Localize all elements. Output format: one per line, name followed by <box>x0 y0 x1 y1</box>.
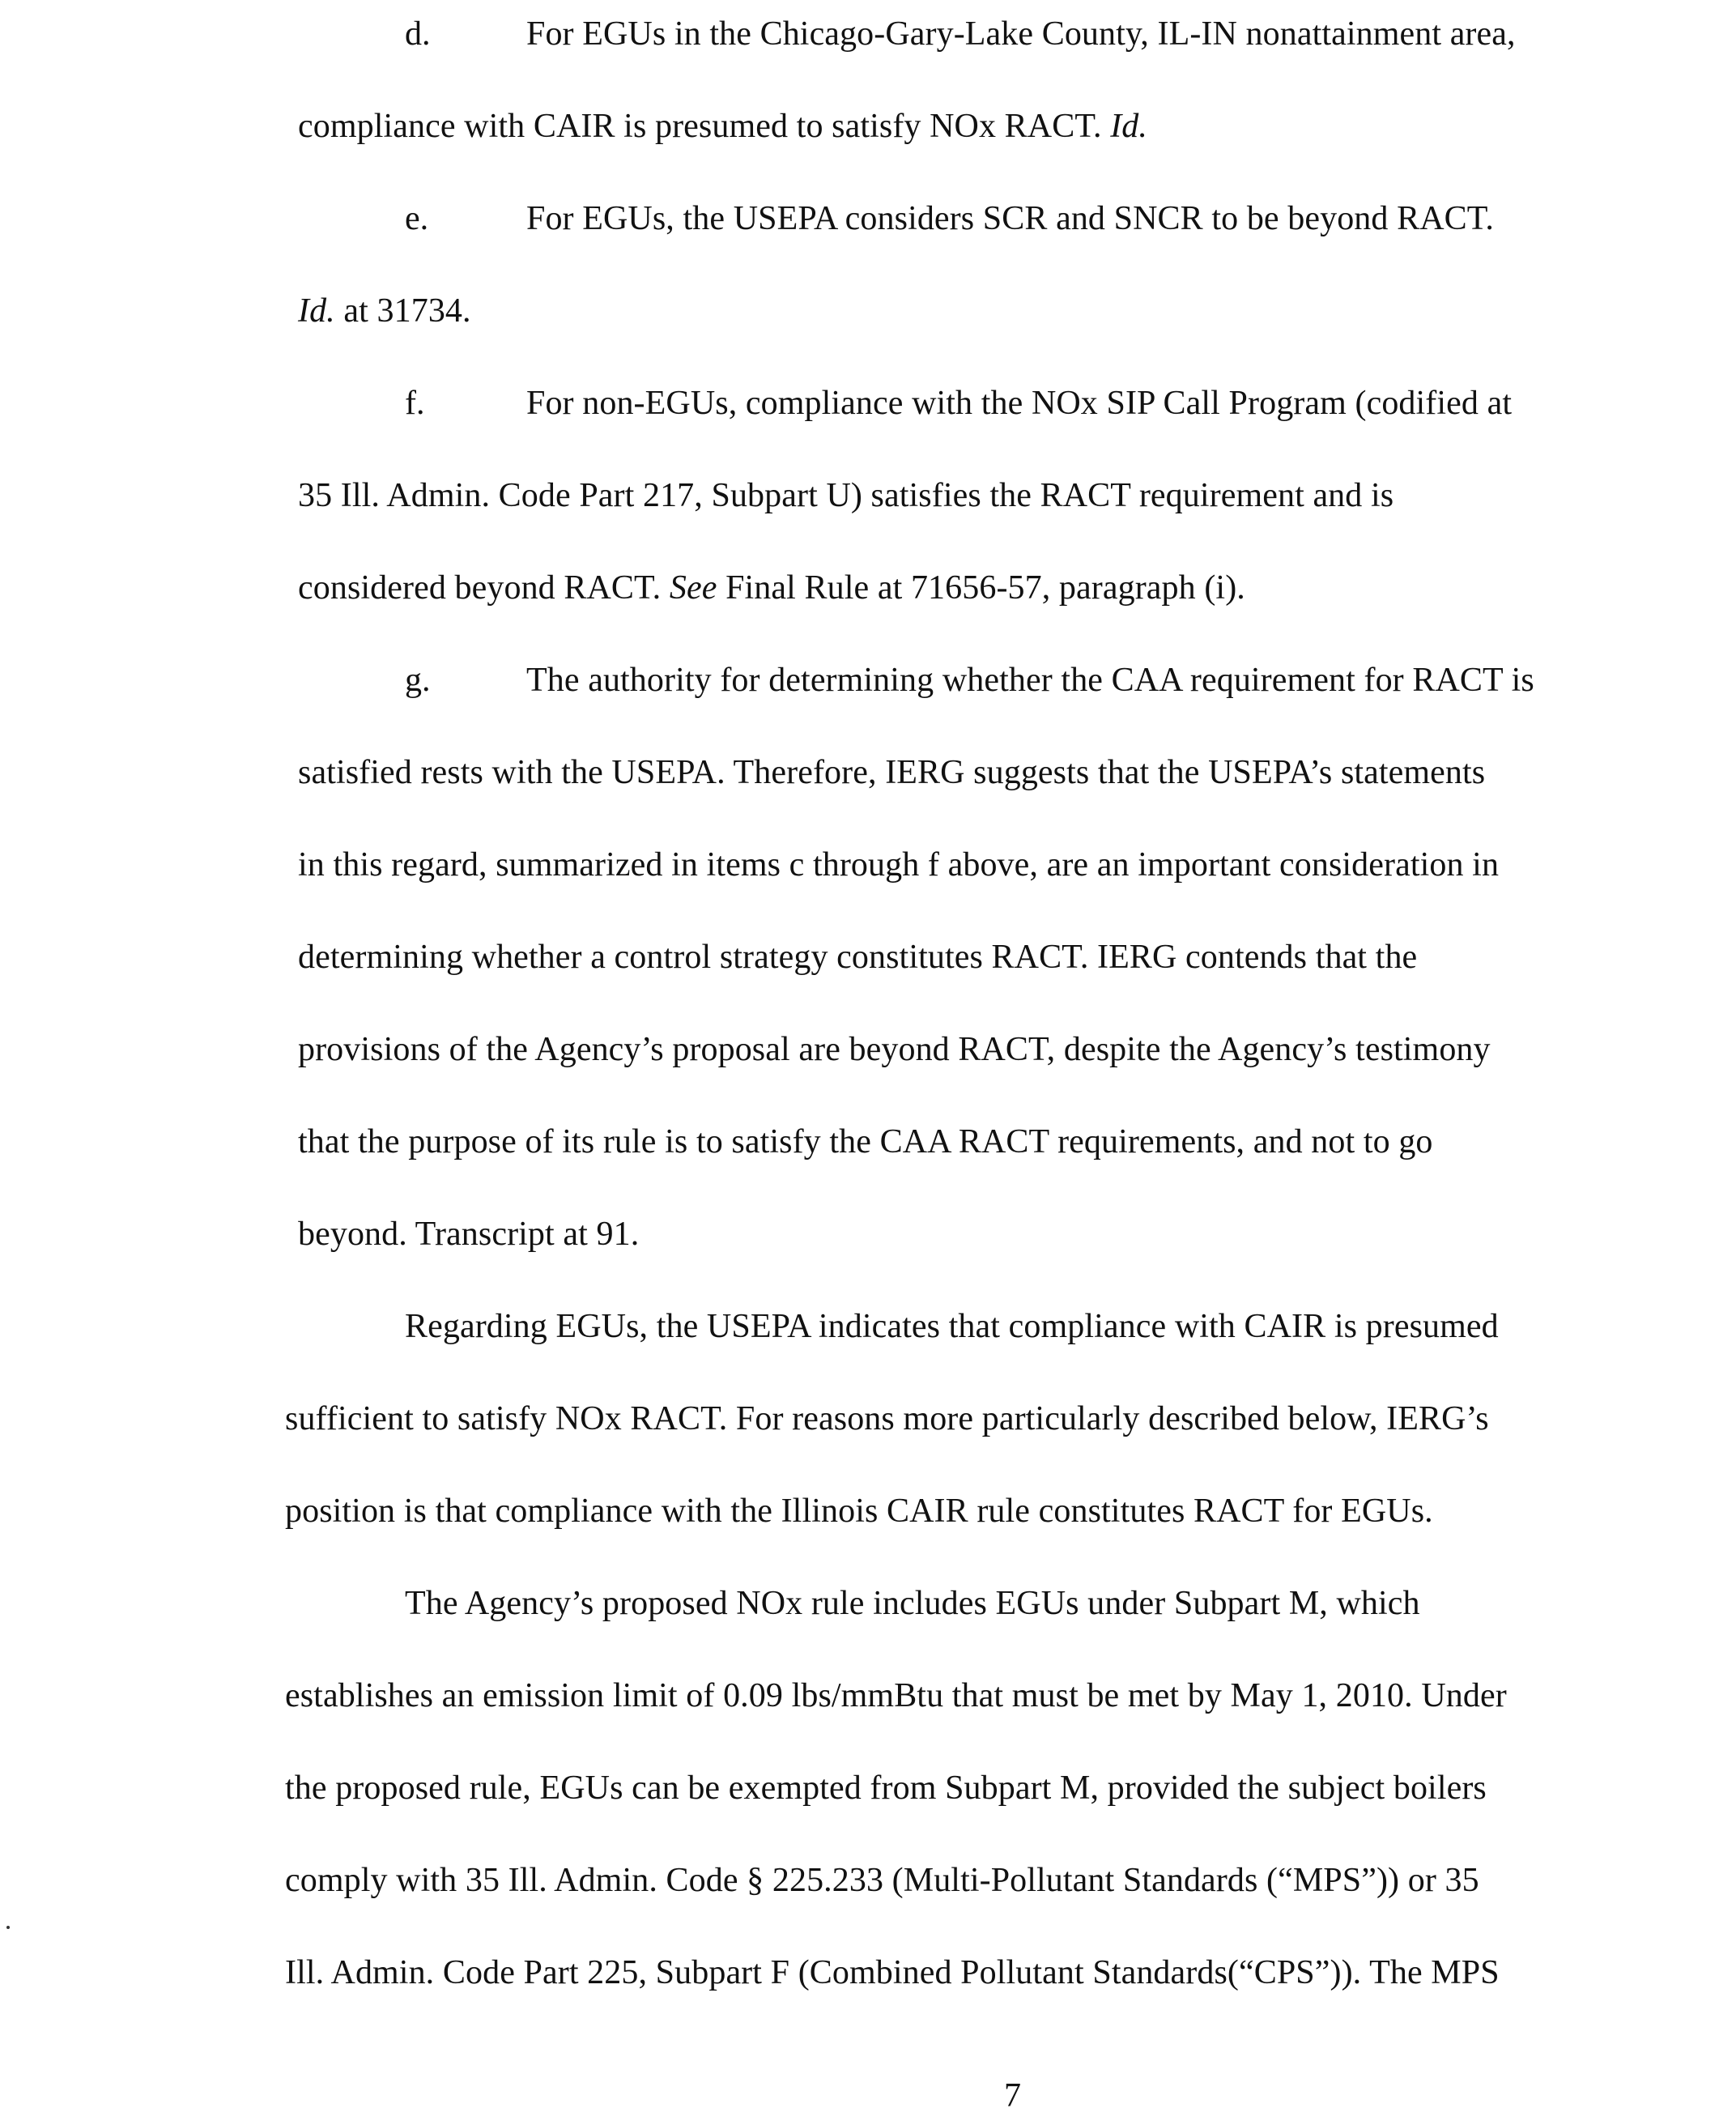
item-e-line-2-text: at 31734. <box>343 292 471 330</box>
item-g-label: g. <box>405 662 431 699</box>
item-d-line-2 <box>298 104 1147 149</box>
paragraph-2-line-1: The Agency’s proposed NOx rule includes EGUs under Subpart M, which <box>405 1585 1420 1622</box>
paragraph-2-line-5: Ill. Admin. Code Part 225, Subpart F (Combined Pollutant Standards(“CPS”)). The MPS <box>285 1954 1500 1991</box>
item-d-label: d. <box>405 15 431 53</box>
item-d-citation: Id. <box>1110 108 1147 145</box>
item-f-line-1: For non-EGUs, compliance with the NOx SIP Call Program (codified at <box>526 385 1513 422</box>
item-f-label: f. <box>405 385 425 422</box>
margin-mark <box>6 1926 10 1929</box>
item-e-label: e. <box>405 200 429 237</box>
paragraph-2-line-4: comply with 35 Ill. Admin. Code § 225.233 (Multi-Pollutant Standards (“MPS”)) or 35 <box>285 1862 1479 1899</box>
item-d-line-2-text: compliance with CAIR is presumed to satisfy NOx RACT. <box>298 108 1102 145</box>
item-f-line-3 <box>298 565 1245 611</box>
paragraph-1-line-2: sufficient to satisfy NOx RACT. For reasons more particularly described below, IERG’s <box>285 1400 1489 1437</box>
item-g-line-3: in this regard, summarized in items c through f above, are an important consideration in <box>298 846 1500 884</box>
item-f-line-2: 35 Ill. Admin. Code Part 217, Subpart U) satisfies the RACT requirement and is <box>298 477 1394 514</box>
item-g-line-5: provisions of the Agency’s proposal are beyond RACT, despite the Agency’s testimony <box>298 1031 1491 1068</box>
item-e-line-2 <box>298 288 471 334</box>
item-g-line-1: The authority for determining whether the CAA requirement for RACT is <box>526 662 1534 699</box>
paragraph-2-line-2: establishes an emission limit of 0.09 lbs/mmBtu that must be met by May 1, 2010. Under <box>285 1677 1507 1714</box>
item-g-line-2: satisfied rests with the USEPA. Therefore, IERG suggests that the USEPA’s statements <box>298 754 1486 791</box>
item-g-line-6: that the purpose of its rule is to satisfy the CAA RACT requirements, and not to go <box>298 1123 1433 1160</box>
item-g-line-4: determining whether a control strategy constitutes RACT. IERG contends that the <box>298 939 1418 976</box>
item-e-line-1: For EGUs, the USEPA considers SCR and SNCR to be beyond RACT. <box>526 200 1494 237</box>
item-f-line-3-b: Final Rule at 71656-57, paragraph (i). <box>725 569 1245 607</box>
item-f-line-3-a: considered beyond RACT. <box>298 569 662 607</box>
paragraph-1-line-3: position is that compliance with the Illinois CAIR rule constitutes RACT for EGUs. <box>285 1493 1433 1530</box>
page-number: 7 <box>1004 2077 1021 2114</box>
item-d-line-1: For EGUs in the Chicago-Gary-Lake County, IL-IN nonattainment area, <box>526 15 1516 53</box>
item-e-citation: Id. <box>298 292 335 330</box>
paragraph-2-line-3: the proposed rule, EGUs can be exempted from Subpart M, provided the subject boilers <box>285 1769 1487 1807</box>
item-g-line-7: beyond. Transcript at 91. <box>298 1216 640 1253</box>
paragraph-1-line-1: Regarding EGUs, the USEPA indicates that compliance with CAIR is presumed <box>405 1308 1499 1345</box>
item-f-see: See <box>669 569 717 607</box>
